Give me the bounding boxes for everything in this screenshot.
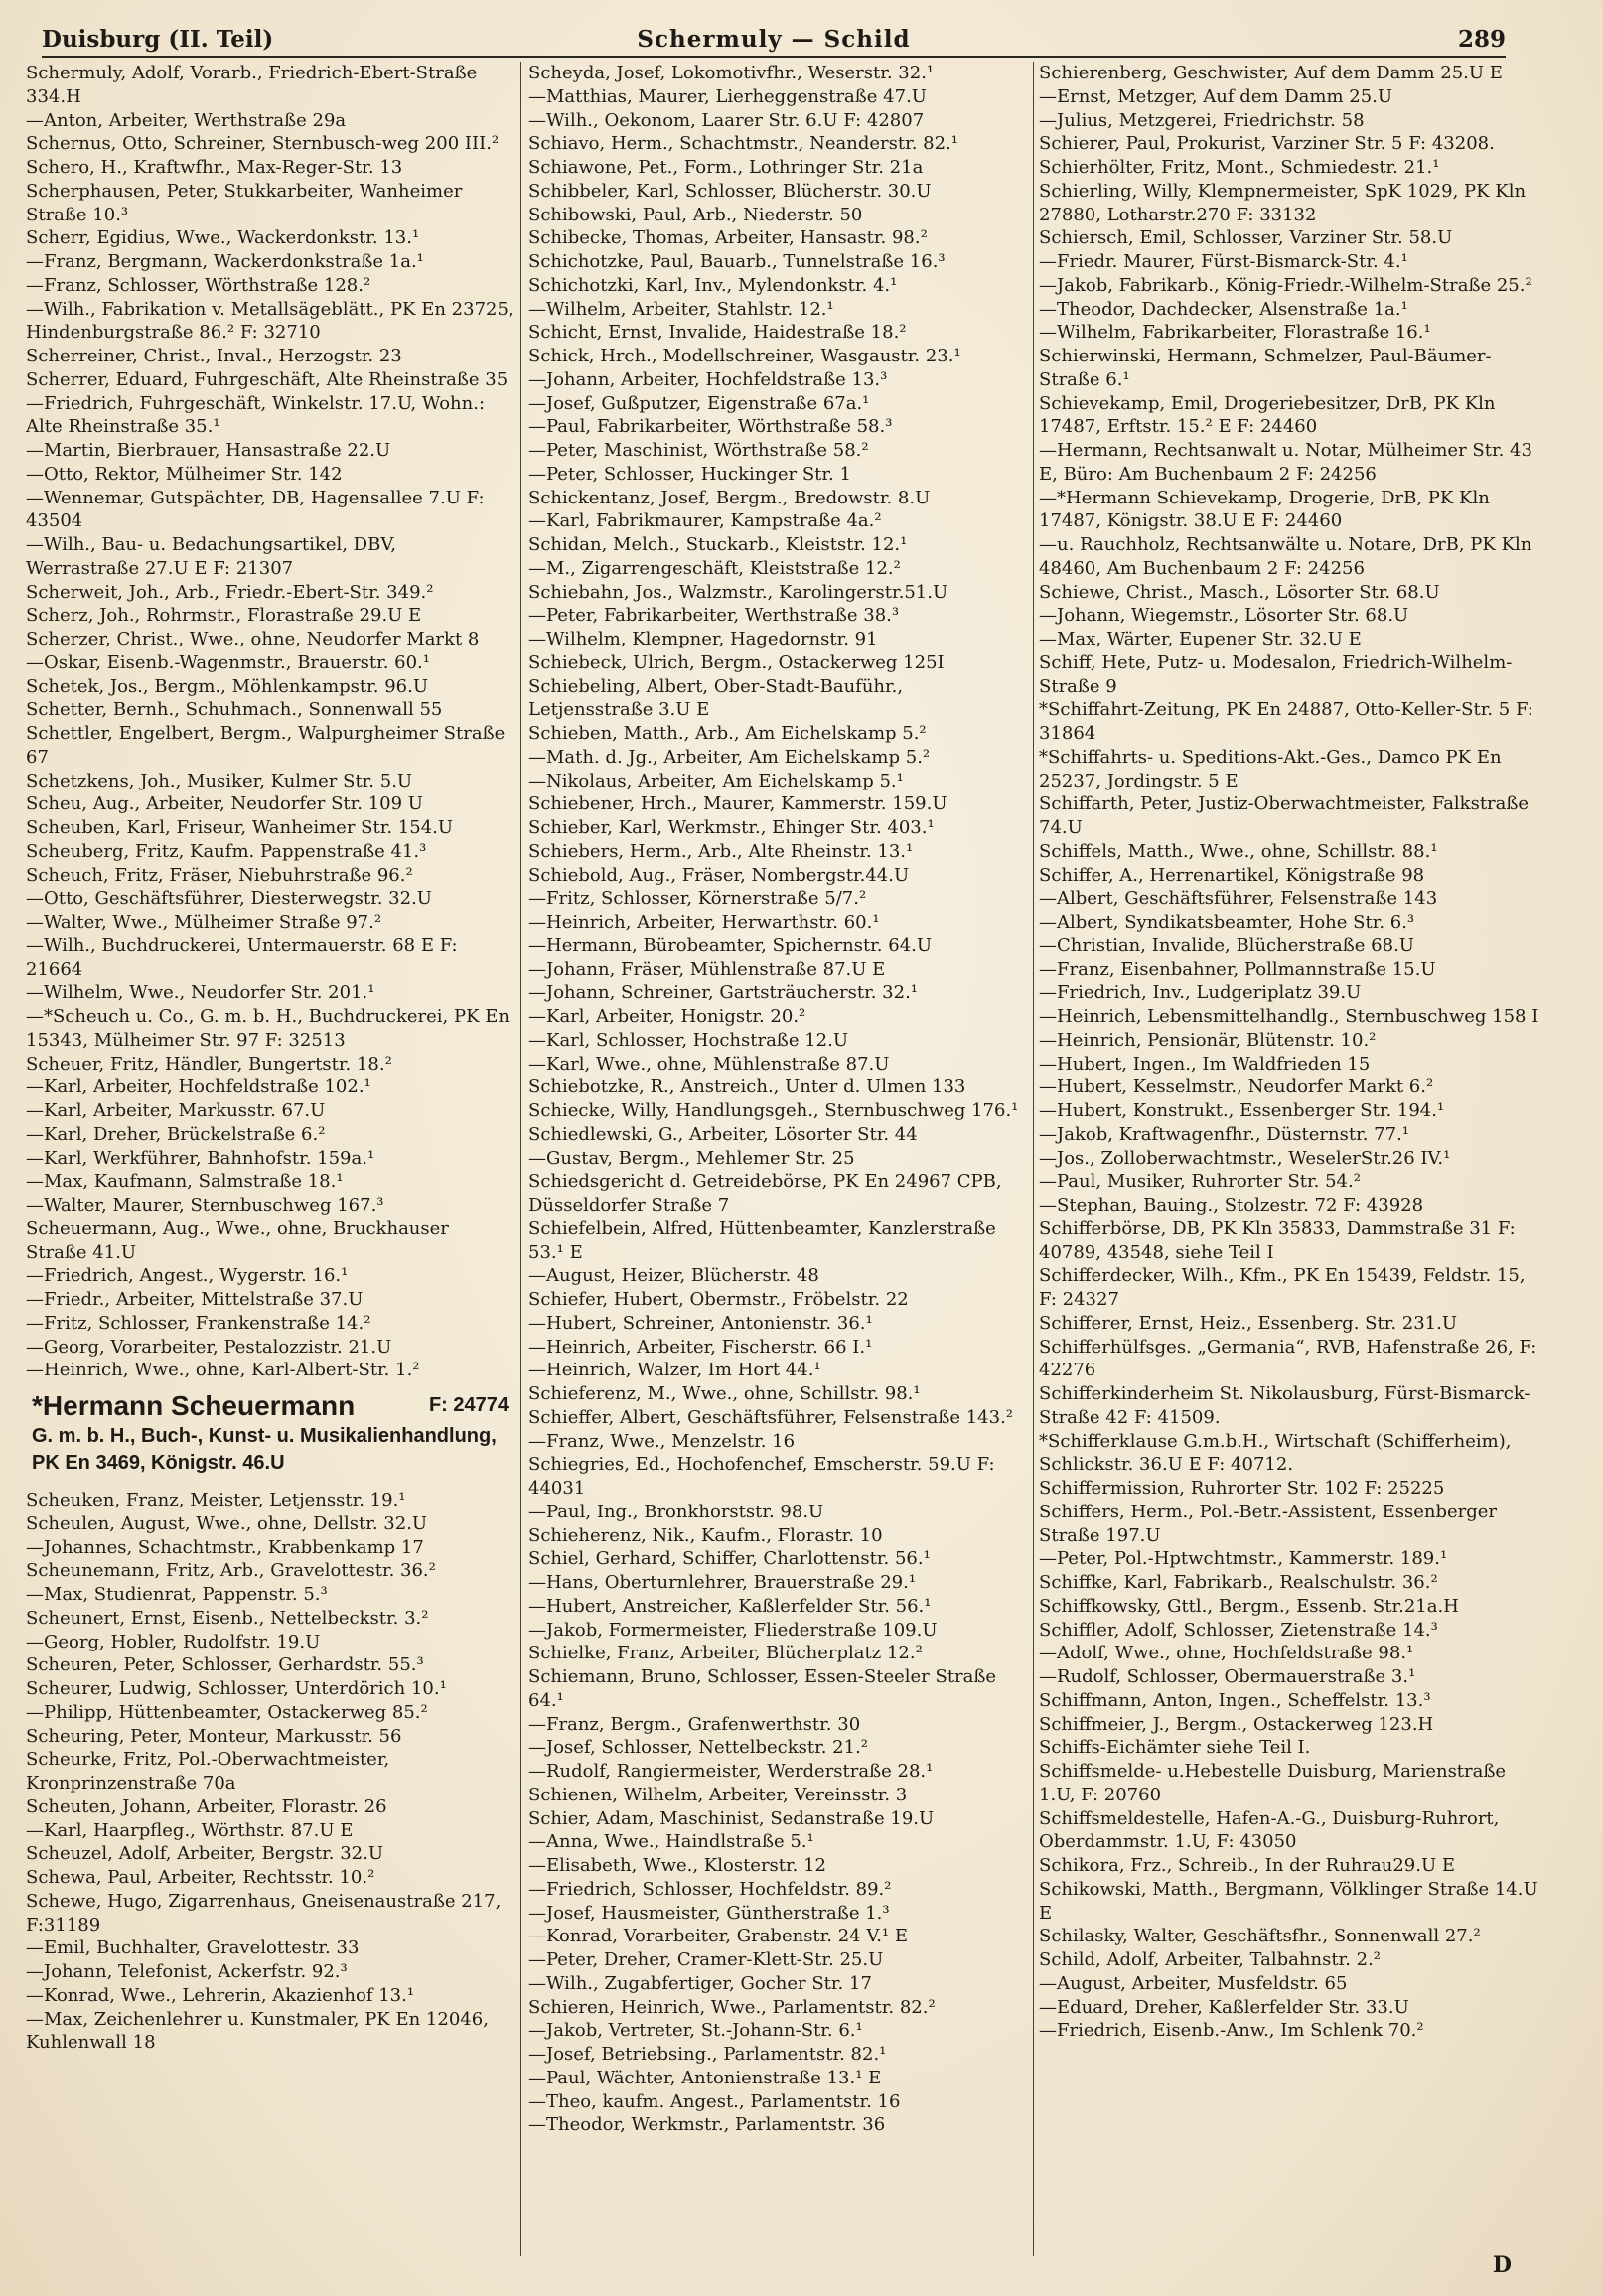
directory-entry: Schiffkowsky, Gttl., Bergm., Essenb. Str.21a.H xyxy=(1039,1595,1459,1617)
directory-entry: Schettler, Engelbert, Bergm., Walpurgheimer Straße 67 xyxy=(26,723,510,768)
directory-entry: Schiewe, Christ., Masch., Lösorter Str. 68.U xyxy=(1039,581,1440,603)
directory-entry: —Theodor, Werkmstr., Parlamentstr. 36 xyxy=(528,2114,886,2136)
directory-entry: —Johann, Schreiner, Gartsträucherstr. 32.¹ xyxy=(528,982,919,1004)
directory-entry: Scherphausen, Peter, Stukkarbeiter, Wanheimer Straße 10.³ xyxy=(26,180,469,225)
page-number: 289 xyxy=(1457,26,1506,53)
directory-entry: —Karl, Wwe., ohne, Mühlenstraße 87.U xyxy=(528,1053,890,1075)
directory-entry: Schierenberg, Geschwister, Auf dem Damm 25.U E xyxy=(1039,63,1503,83)
directory-entry: —Wilhelm, Klempner, Hagedornstr. 91 xyxy=(528,629,878,649)
directory-entry: Schiefelbein, Alfred, Hüttenbeamter, Kanzlerstraße 53.¹ E xyxy=(528,1218,1002,1263)
directory-entry: —*Scheuch u. Co., G. m. b. H., Buchdruckerei, PK En 15343, Mülheimer Str. 97 F: 32513 xyxy=(26,1006,515,1051)
directory-entry: Scheuring, Peter, Monteur, Markusstr. 56 xyxy=(26,1725,402,1747)
directory-entry: Schick, Hrch., Modellschreiner, Wasgaustr. 23.¹ xyxy=(528,346,961,366)
directory-entry: —Martin, Bierbrauer, Hansastraße 22.U xyxy=(26,440,391,461)
directory-entry: —Friedrich, Schlosser, Hochfeldstr. 89.² xyxy=(528,1878,892,1900)
directory-entry: —Max, Zeichenlehrer u. Kunstmaler, PK En 12046, Kuhlenwall 18 xyxy=(26,2008,495,2054)
directory-entry: —Otto, Rektor, Mülheimer Str. 142 xyxy=(26,463,343,485)
directory-entry: Schielke, Franz, Arbeiter, Blücherplatz 12.² xyxy=(528,1643,923,1664)
directory-entry: —Peter, Schlosser, Huckinger Str. 1 xyxy=(528,463,851,485)
directory-entry: Schiawone, Pet., Form., Lothringer Str. 21a xyxy=(528,157,924,178)
directory-entry: —Jos., Zolloberwachtmstr., WeselerStr.26 IV.¹ xyxy=(1039,1147,1451,1169)
ad-details: G. m. b. H., Buch-, Kunst- u. Musikalienhandlung, PK En 3469, Königstr. 46.U xyxy=(32,1425,497,1474)
directory-entry: —Anton, Arbeiter, Werthstraße 29a xyxy=(26,109,347,131)
directory-entry: —Wilhelm, Arbeiter, Stahlstr. 12.¹ xyxy=(528,298,834,320)
directory-entry: —Christian, Invalide, Blücherstraße 68.U xyxy=(1039,934,1414,956)
directory-entry: —Rudolf, Schlosser, Obermauerstraße 3.¹ xyxy=(1039,1666,1416,1687)
directory-entry: Scherr, Egidius, Wwe., Wackerdonkstr. 13.¹ xyxy=(26,227,420,249)
directory-entry: Scheuben, Karl, Friseur, Wanheimer Str. 154.U xyxy=(26,817,454,838)
directory-entry: Schiffmann, Anton, Ingen., Scheffelstr. 13.³ xyxy=(1039,1689,1431,1711)
directory-entry: —Friedrich, Fuhrgeschäft, Winkelstr. 17.U, Wohn.: Alte Rheinstraße 35.¹ xyxy=(26,392,491,438)
directory-entry: —Friedr., Arbeiter, Mittelstraße 37.U xyxy=(26,1289,364,1310)
directory-entry: Schilasky, Walter, Geschäftsfhr., Sonnenwall 27.² xyxy=(1039,1926,1481,1947)
directory-entry: —Walter, Wwe., Mülheimer Straße 97.² xyxy=(26,912,382,933)
directory-entry: Schifferer, Ernst, Heiz., Essenberg. Str. 231.U xyxy=(1039,1312,1458,1334)
directory-entry: Schieffer, Albert, Geschäftsführer, Felsenstraße 143.² xyxy=(528,1406,1014,1428)
directory-entry: Schifferbörse, DB, PK Kln 35833, Dammstraße 31 F: 40789, 43548, siehe Teil I xyxy=(1039,1218,1522,1263)
directory-entry: Schiel, Gerhard, Schiffer, Charlottenstr. 56.¹ xyxy=(528,1548,931,1570)
directory-entry: —Josef, Gußputzer, Eigenstraße 67a.¹ xyxy=(528,392,870,414)
directory-entry: —Gustav, Bergm., Mehlemer Str. 25 xyxy=(528,1147,855,1169)
directory-entry: —Franz, Bergmann, Wackerdonkstraße 1a.¹ xyxy=(26,251,424,272)
directory-entry: Scheuten, Johann, Arbeiter, Florastr. 26 xyxy=(26,1795,387,1817)
directory-entry: Scherweit, Joh., Arb., Friedr.-Ebert-Str. 349.² xyxy=(26,581,434,603)
directory-entry: —Johann, Fräser, Mühlenstraße 87.U E xyxy=(528,958,886,980)
directory-entry: —M., Zigarrengeschäft, Kleiststraße 12.² xyxy=(528,557,901,579)
directory-entry: —Wilh., Fabrikation v. Metallsägeblätt., PK En 23725, Hindenburgstraße 86.² F: 32710 xyxy=(26,298,520,344)
directory-entry: —Wilhelm, Fabrikarbeiter, Florastraße 16.¹ xyxy=(1039,322,1431,344)
directory-entry: *Schiffahrts- u. Speditions-Akt.-Ges., Damco PK En 25237, Jordingstr. 5 E xyxy=(1039,746,1508,791)
directory-entry: Schieherenz, Nik., Kaufm., Florastr. 10 xyxy=(528,1524,883,1546)
column-3 xyxy=(1039,62,1544,2256)
directory-entry: Schetek, Jos., Bergm., Möhlenkampstr. 96.U xyxy=(26,675,429,697)
directory-entry: Schiffmeier, J., Bergm., Ostackerweg 123.H xyxy=(1039,1713,1434,1735)
directory-entry: —Philipp, Hüttenbeamter, Ostackerweg 85.² xyxy=(26,1701,428,1723)
directory-entry: —Otto, Geschäftsführer, Diesterwegstr. 32.U xyxy=(26,888,432,910)
directory-entry: Schetter, Bernh., Schuhmach., Sonnenwall 55 xyxy=(26,699,443,721)
directory-entry: —Johann, Telefonist, Ackerfstr. 92.³ xyxy=(26,1961,348,1982)
directory-entry: —Oskar, Eisenb.-Wagenmstr., Brauerstr. 60.¹ xyxy=(26,651,430,673)
directory-entry: —Heinrich, Lebensmittelhandlg., Sternbuschweg 158 I xyxy=(1039,1006,1539,1027)
directory-entry: Schiersch, Emil, Schlosser, Varziner Str. 58.U xyxy=(1039,227,1453,249)
directory-entry: Schiecke, Willy, Handlungsgeh., Sternbuschweg 176.¹ xyxy=(528,1100,1019,1121)
directory-entry: —Emil, Buchhalter, Gravelottestr. 33 xyxy=(26,1937,360,1959)
directory-entry: —Anna, Wwe., Haindlstraße 5.¹ xyxy=(528,1831,814,1853)
directory-entry: Schewa, Paul, Arbeiter, Rechtsstr. 10.² xyxy=(26,1867,375,1888)
directory-entry: Scherzer, Christ., Wwe., ohne, Neudorfer Markt 8 xyxy=(26,629,480,649)
directory-entry: Schiebers, Herm., Arb., Alte Rheinstr. 13.¹ xyxy=(528,840,914,862)
directory-entry: —Wilh., Zugabfertiger, Gocher Str. 17 xyxy=(528,1972,872,1994)
directory-entry: Schermuly, Adolf, Vorarb., Friedrich-Ebert-Straße 334.H xyxy=(26,63,483,107)
directory-entry: Schewe, Hugo, Zigarrenhaus, Gneisenaustraße 217, F:31189 xyxy=(26,1890,508,1936)
directory-entry: Schifferkinderheim St. Nikolausburg, Fürst-Bismarck-Straße 42 F: 41509. xyxy=(1039,1383,1530,1428)
directory-entry: —Josef, Hausmeister, Güntherstraße 1.³ xyxy=(528,1902,890,1924)
directory-entry: Schidan, Melch., Stuckarb., Kleiststr. 12.¹ xyxy=(528,534,908,555)
directory-entry: —Jakob, Kraftwagenfhr., Düsternstr. 77.¹ xyxy=(1039,1123,1410,1145)
directory-entry: Schierhölter, Fritz, Mont., Schmiedestr. 21.¹ xyxy=(1039,157,1440,178)
directory-entry: Scheuer, Fritz, Händler, Bungertstr. 18.² xyxy=(26,1053,392,1075)
directory-entry: —Jakob, Vertreter, St.-Johann-Str. 6.¹ xyxy=(528,2020,863,2042)
directory-entry: Schiemann, Bruno, Schlosser, Essen-Steeler Straße 64.¹ xyxy=(528,1666,1002,1711)
directory-entry: —Paul, Fabrikarbeiter, Wörthstraße 58.³ xyxy=(528,416,893,438)
directory-entry: —Karl, Arbeiter, Hochfeldstraße 102.¹ xyxy=(26,1076,371,1098)
directory-entry: —*Hermann Schievekamp, Drogerie, DrB, PK Kln 17487, Königstr. 38.U E F: 24460 xyxy=(1039,487,1496,532)
directory-entry: —Jakob, Fabrikarb., König-Friedr.-Wilhelm-Straße 25.² xyxy=(1039,274,1532,296)
directory-entry: Schieben, Matth., Arb., Am Eichelskamp 5.² xyxy=(528,723,927,744)
directory-entry: —Friedrich, Eisenb.-Anw., Im Schlenk 70.² xyxy=(1039,2020,1424,2042)
directory-entry: Schifferhülfsges. „Germania“, RVB, Hafenstraße 26, F: 42276 xyxy=(1039,1336,1543,1381)
directory-entry: —Franz, Schlosser, Wörthstraße 128.² xyxy=(26,274,371,296)
directory-entry: *Schifferklause G.m.b.H., Wirtschaft (Schifferheim), Schlickstr. 36.U E F: 40712. xyxy=(1039,1430,1518,1476)
directory-entry: —Stephan, Bauing., Stolzestr. 72 F: 43928 xyxy=(1039,1195,1424,1216)
directory-entry: Schiegries, Ed., Hochofenchef, Emscherstr. 59.U F: 44031 xyxy=(528,1454,1001,1499)
directory-entry: —Peter, Maschinist, Wörthstraße 58.² xyxy=(528,440,869,461)
directory-entry: Schernus, Otto, Schreiner, Sternbusch-weg 200 III.² xyxy=(26,133,500,155)
directory-entry: —Karl, Fabrikmaurer, Kampstraße 4a.² xyxy=(528,510,882,532)
directory-entry: Schiffarth, Peter, Justiz-Oberwachtmeister, Falkstraße 74.U xyxy=(1039,793,1534,838)
directory-entry: —Franz, Bergm., Grafenwerthstr. 30 xyxy=(528,1713,861,1735)
directory-entry: —Max, Studienrat, Pappenstr. 5.³ xyxy=(26,1584,328,1605)
directory-entry: Schero, H., Kraftwfhr., Max-Reger-Str. 13 xyxy=(26,157,403,178)
directory-entry: *Schiffahrt-Zeitung, PK En 24887, Otto-Keller-Str. 5 F: 31864 xyxy=(1039,699,1539,744)
directory-entry: Schiffels, Matth., Wwe., ohne, Schillstr. 88.¹ xyxy=(1039,840,1438,862)
directory-entry: —Karl, Haarpfleg., Wörthstr. 87.U E xyxy=(26,1819,354,1841)
entry-list xyxy=(528,62,1027,2137)
header-city-part: Duisburg (II. Teil) xyxy=(42,26,274,53)
directory-entry: —Albert, Geschäftsführer, Felsenstraße 143 xyxy=(1039,888,1438,910)
ad-company-name: *Hermann Scheuermann xyxy=(32,1390,356,1421)
directory-entry: Scheunemann, Fritz, Arb., Gravelottestr. 36.² xyxy=(26,1560,436,1582)
directory-entry: —Peter, Fabrikarbeiter, Werthstraße 38.³ xyxy=(528,605,900,627)
directory-entry: —Friedr. Maurer, Fürst-Bismarck-Str. 4.¹ xyxy=(1039,251,1408,272)
directory-entry: Schiebold, Aug., Fräser, Nombergstr.44.U xyxy=(528,864,910,886)
directory-entry: Schickentanz, Josef, Bergm., Bredowstr. 8.U xyxy=(528,487,931,508)
directory-entry: —Wilhelm, Wwe., Neudorfer Str. 201.¹ xyxy=(26,982,375,1004)
directory-entry: —August, Heizer, Blücherstr. 48 xyxy=(528,1265,819,1287)
column-divider xyxy=(1033,62,1034,2256)
directory-entry: Scheuch, Fritz, Fräser, Niebuhrstraße 96.² xyxy=(26,864,413,886)
directory-entry: —Hans, Oberturnlehrer, Brauerstraße 29.¹ xyxy=(528,1572,917,1593)
directory-entry: Schievekamp, Emil, Drogeriebesitzer, DrB, PK Kln 17487, Erftstr. 15.² E F: 24460 xyxy=(1039,392,1502,438)
directory-entry: Schiebener, Hrch., Maurer, Kammerstr. 159.U xyxy=(528,793,947,815)
directory-entry: —Paul, Musiker, Ruhrorter Str. 54.² xyxy=(1039,1171,1361,1193)
directory-entry: Schierer, Paul, Prokurist, Varziner Str. 5 F: 43208. xyxy=(1039,133,1495,155)
directory-entry: —Wilh., Bau- u. Bedachungsartikel, DBV, Werrastraße 27.U E F: 21307 xyxy=(26,534,402,579)
directory-entry: Scheurke, Fritz, Pol.-Oberwachtmeister, Kronprinzenstraße 70a xyxy=(26,1749,395,1794)
directory-entry: —Karl, Schlosser, Hochstraße 12.U xyxy=(528,1029,848,1051)
directory-entry: Scherrer, Eduard, Fuhrgeschäft, Alte Rheinstraße 35 xyxy=(26,368,509,390)
directory-entry: Schiebahn, Jos., Walzmstr., Karolingerstr.51.U xyxy=(528,581,948,603)
directory-entry: Schiffs-Eichämter siehe Teil I. xyxy=(1039,1737,1311,1759)
directory-entry: —Max, Wärter, Eupener Str. 32.U E xyxy=(1039,629,1362,649)
directory-entry: —Hubert, Schreiner, Antonienstr. 36.¹ xyxy=(528,1312,873,1334)
directory-entry: —Konrad, Vorarbeiter, Grabenstr. 24 V.¹ E xyxy=(528,1926,909,1947)
directory-entry: —Max, Kaufmann, Salmstraße 18.¹ xyxy=(26,1171,344,1193)
directory-entry: —Eduard, Dreher, Kaßlerfelder Str. 33.U xyxy=(1039,1996,1409,2018)
directory-entry: —Johannes, Schachtmstr., Krabbenkamp 17 xyxy=(26,1536,424,1558)
directory-entry: —Paul, Wächter, Antonienstraße 13.¹ E xyxy=(528,2067,882,2088)
directory-entry: Scheulen, August, Wwe., ohne, Dellstr. 32.U xyxy=(26,1512,428,1534)
directory-entry: Schiebotzke, R., Anstreich., Unter d. Ulmen 133 xyxy=(528,1076,966,1098)
directory-entry: Schichotzke, Paul, Bauarb., Tunnelstraße 16.³ xyxy=(528,251,946,272)
directory-entry: Schibbeler, Karl, Schlosser, Blücherstr. 30.U xyxy=(528,180,932,202)
directory-entry: Scheuzel, Adolf, Arbeiter, Bergstr. 32.U xyxy=(26,1843,383,1865)
directory-entry: —Ernst, Metzger, Auf dem Damm 25.U xyxy=(1039,85,1393,107)
directory-entry: Scheunert, Ernst, Eisenb., Nettelbeckstr. 3.² xyxy=(26,1607,429,1629)
directory-entry: Schiffers, Herm., Pol.-Betr.-Assistent, Essenberger Straße 197.U xyxy=(1039,1501,1503,1546)
header-name-range: Schermuly — Schild xyxy=(637,26,911,53)
directory-entry: Schienen, Wilhelm, Arbeiter, Vereinsstr. 3 xyxy=(528,1784,908,1805)
directory-entry: —Karl, Arbeiter, Markusstr. 67.U xyxy=(26,1100,326,1121)
directory-entry: —Georg, Vorarbeiter, Pestalozzistr. 21.U xyxy=(26,1336,392,1358)
directory-entry: —Rudolf, Rangiermeister, Werderstraße 28.¹ xyxy=(528,1761,934,1782)
directory-entry: —Franz, Wwe., Menzelstr. 16 xyxy=(528,1430,796,1452)
directory-entry: Schibecke, Thomas, Arbeiter, Hansastr. 98.² xyxy=(528,227,928,249)
directory-entry: —Johann, Wiegemstr., Lösorter Str. 68.U xyxy=(1039,605,1409,627)
directory-entry: Scherz, Joh., Rohrmstr., Florastraße 29.U E xyxy=(26,605,422,627)
directory-entry: —August, Arbeiter, Musfeldstr. 65 xyxy=(1039,1972,1348,1994)
directory-entry: Schiffler, Adolf, Schlosser, Zietenstraße 14.³ xyxy=(1039,1619,1438,1641)
directory-entry: —Konrad, Wwe., Lehrerin, Akazienhof 13.¹ xyxy=(26,1984,415,2006)
directory-entry: —Hermann, Rechtsanwalt u. Notar, Mülheimer Str. 43 E, Büro: Am Buchenbaum 2 F: 24256 xyxy=(1039,440,1538,485)
directory-entry: —Hubert, Kesselmstr., Neudorfer Markt 6.² xyxy=(1039,1076,1434,1098)
directory-entry: —Matthias, Maurer, Lierheggenstraße 47.U xyxy=(528,85,927,107)
directory-entry: —Karl, Dreher, Brückelstraße 6.² xyxy=(26,1123,326,1145)
directory-entry: Schiff, Hete, Putz- u. Modesalon, Friedrich-Wilhelm-Straße 9 xyxy=(1039,651,1513,697)
directory-entry: Schieber, Karl, Werkmstr., Ehinger Str. 403.¹ xyxy=(528,817,935,838)
directory-entry: —Josef, Schlosser, Nettelbeckstr. 21.² xyxy=(528,1737,869,1759)
column-2 xyxy=(528,62,1027,2256)
directory-entry: Schifferdecker, Wilh., Kfm., PK En 15439, Feldstr. 15, F: 24327 xyxy=(1039,1265,1531,1310)
directory-entry: —Adolf, Wwe., ohne, Hochfeldstraße 98.¹ xyxy=(1039,1643,1414,1664)
directory-entry: Schicht, Ernst, Invalide, Haidestraße 18.² xyxy=(528,322,907,344)
directory-entry: Scheyda, Josef, Lokomotivfhr., Weserstr. 32.¹ xyxy=(528,63,935,83)
directory-entry: —Paul, Ing., Bronkhorststr. 98.U xyxy=(528,1501,824,1522)
directory-entry: Schiffke, Karl, Fabrikarb., Realschulstr. 36.² xyxy=(1039,1572,1438,1593)
entry-list xyxy=(26,1489,514,2055)
directory-entry: Schikora, Frz., Schreib., In der Ruhrau29.U E xyxy=(1039,1855,1455,1876)
directory-entry: Schiffermission, Ruhrorter Str. 102 F: 25225 xyxy=(1039,1478,1445,1499)
directory-entry: —Karl, Arbeiter, Honigstr. 20.² xyxy=(528,1006,806,1027)
directory-entry: Schier, Adam, Maschinist, Sedanstraße 19.U xyxy=(528,1807,935,1829)
ad-phone: F: 24774 xyxy=(428,1394,509,1416)
directory-entry: Schild, Adolf, Arbeiter, Talbahnstr. 2.² xyxy=(1039,1949,1382,1970)
directory-entry: —Hermann, Bürobeamter, Spichernstr. 64.U xyxy=(528,934,933,956)
directory-entry: —Walter, Maurer, Sternbuschweg 167.³ xyxy=(26,1195,384,1216)
directory-entry: —Julius, Metzgerei, Friedrichstr. 58 xyxy=(1039,109,1365,131)
directory-entry: Schichotzki, Karl, Inv., Mylendonkstr. 4.¹ xyxy=(528,274,898,296)
directory-entry: —Peter, Dreher, Cramer-Klett-Str. 25.U xyxy=(528,1949,884,1970)
directory-entry: —Heinrich, Walzer, Im Hort 44.¹ xyxy=(528,1360,821,1381)
directory-entry: Schierling, Willy, Klempnermeister, SpK 1029, PK Kln 27880, Lotharstr.270 F: 33132 xyxy=(1039,180,1531,225)
directory-entry: Schiedlewski, G., Arbeiter, Lösorter Str. 44 xyxy=(528,1123,918,1145)
directory-entry: Schibowski, Paul, Arb., Niederstr. 50 xyxy=(528,204,863,225)
directory-entry: Schieren, Heinrich, Wwe., Parlamentstr. 82.² xyxy=(528,1996,936,2018)
directory-entry: —Wilh., Oekonom, Laarer Str. 6.U F: 42807 xyxy=(528,109,925,131)
directory-entry: Scheurer, Ludwig, Schlosser, Unterdörich 10.¹ xyxy=(26,1678,447,1699)
directory-entry: —Theo, kaufm. Angest., Parlamentstr. 16 xyxy=(528,2090,901,2112)
directory-entry: Schetzkens, Joh., Musiker, Kulmer Str. 5.U xyxy=(26,770,413,791)
column-1 xyxy=(26,62,520,2256)
directory-entry: —Jakob, Formermeister, Fliederstraße 109.U xyxy=(528,1619,938,1641)
advertisement xyxy=(32,1392,514,1477)
entry-list xyxy=(26,62,520,1382)
directory-entry: Schierwinski, Hermann, Schmelzer, Paul-Bäumer-Straße 6.¹ xyxy=(1039,346,1492,390)
directory-entry: Schiffer, A., Herrenartikel, Königstraße 98 xyxy=(1039,864,1425,886)
directory-entry: —Heinrich, Wwe., ohne, Karl-Albert-Str. 1.² xyxy=(26,1360,420,1381)
directory-entry: —Johann, Arbeiter, Hochfeldstraße 13.³ xyxy=(528,368,888,390)
directory-entry: —Theodor, Dachdecker, Alsenstraße 1a.¹ xyxy=(1039,298,1408,320)
directory-entry: —Josef, Betriebsing., Parlamentstr. 82.¹ xyxy=(528,2044,887,2065)
signature-mark: D xyxy=(1492,2252,1512,2278)
directory-entry: —Heinrich, Arbeiter, Fischerstr. 66 I.¹ xyxy=(528,1336,873,1358)
directory-entry: Schiebeck, Ulrich, Bergm., Ostackerweg 125I xyxy=(528,651,945,673)
directory-entry: —Franz, Eisenbahner, Pollmannstraße 15.U xyxy=(1039,958,1436,980)
directory-entry: —Nikolaus, Arbeiter, Am Eichelskamp 5.¹ xyxy=(528,770,904,791)
directory-entry: —Hubert, Ingen., Im Waldfrieden 15 xyxy=(1039,1053,1371,1075)
directory-entry: —Hubert, Konstrukt., Essenberger Str. 194.¹ xyxy=(1039,1100,1445,1121)
directory-entry: —Elisabeth, Wwe., Klosterstr. 12 xyxy=(528,1855,827,1876)
directory-entry: Schikowski, Matth., Bergmann, Völklinger Straße 14.U E xyxy=(1039,1878,1544,1924)
directory-entry: —Fritz, Schlosser, Frankenstraße 14.² xyxy=(26,1312,371,1334)
directory-entry: —Fritz, Schlosser, Körnerstraße 5/7.² xyxy=(528,888,867,910)
directory-entry: —Heinrich, Pensionär, Blütenstr. 10.² xyxy=(1039,1029,1377,1051)
directory-entry: —Karl, Werkführer, Bahnhofstr. 159a.¹ xyxy=(26,1147,375,1169)
directory-entry: Schiffsmelde- u.Hebestelle Duisburg, Marienstraße 1.U, F: 20760 xyxy=(1039,1761,1512,1805)
directory-entry: Schieferenz, M., Wwe., ohne, Schillstr. 98.¹ xyxy=(528,1383,921,1404)
directory-entry: Scheuken, Franz, Meister, Letjensstr. 19.¹ xyxy=(26,1490,406,1510)
directory-entry: Scheuberg, Fritz, Kaufm. Pappenstraße 41.³ xyxy=(26,840,427,862)
page-header xyxy=(42,22,1506,58)
directory-entry: Schiefer, Hubert, Obermstr., Fröbelstr. 22 xyxy=(528,1289,909,1310)
directory-entry: Schiebeling, Albert, Ober-Stadt-Bauführ., Letjensstraße 3.U E xyxy=(528,675,909,721)
directory-entry: —Georg, Hobler, Rudolfstr. 19.U xyxy=(26,1631,321,1652)
directory-entry: —Peter, Pol.-Hptwchtmstr., Kammerstr. 189.¹ xyxy=(1039,1548,1448,1570)
directory-entry: —Friedrich, Angest., Wygerstr. 16.¹ xyxy=(26,1265,349,1287)
directory-entry: Scherreiner, Christ., Inval., Herzogstr. 23 xyxy=(26,346,402,366)
directory-entry: Schiedsgericht d. Getreidebörse, PK En 24967 CPB, Düsseldorfer Straße 7 xyxy=(528,1171,1008,1216)
directory-entry: —Friedrich, Inv., Ludgeriplatz 39.U xyxy=(1039,982,1362,1004)
directory-entry: —Albert, Syndikatsbeamter, Hohe Str. 6.³ xyxy=(1039,912,1415,933)
directory-entry: Schiffsmeldestelle, Hafen-A.-G., Duisburg-Ruhrort, Oberdammstr. 1.U, F: 43050 xyxy=(1039,1807,1506,1853)
column-divider xyxy=(520,62,521,2256)
directory-entry: Scheu, Aug., Arbeiter, Neudorfer Str. 109 U xyxy=(26,793,423,815)
directory-entry: —u. Rauchholz, Rechtsanwälte u. Notare, DrB, PK Kln 48460, Am Buchenbaum 2 F: 24256 xyxy=(1039,534,1538,579)
directory-entry: Scheuermann, Aug., Wwe., ohne, Bruckhauser Straße 41.U xyxy=(26,1218,455,1263)
directory-entry: —Math. d. Jg., Arbeiter, Am Eichelskamp 5.² xyxy=(528,746,931,768)
directory-entry: —Wennemar, Gutspächter, DB, Hagensallee 7.U F: 43504 xyxy=(26,487,491,532)
directory-entry: Schiavo, Herm., Schachtmstr., Neanderstr. 82.¹ xyxy=(528,133,958,155)
directory-entry: Scheuren, Peter, Schlosser, Gerhardstr. 55.³ xyxy=(26,1654,424,1676)
directory-entry: —Wilh., Buchdruckerei, Untermauerstr. 68 E F: 21664 xyxy=(26,934,464,980)
entry-list xyxy=(1039,62,1544,2043)
directory-entry: —Hubert, Anstreicher, Kaßlerfelder Str. 56.¹ xyxy=(528,1595,932,1617)
directory-entry: —Heinrich, Arbeiter, Herwarthstr. 60.¹ xyxy=(528,912,880,933)
